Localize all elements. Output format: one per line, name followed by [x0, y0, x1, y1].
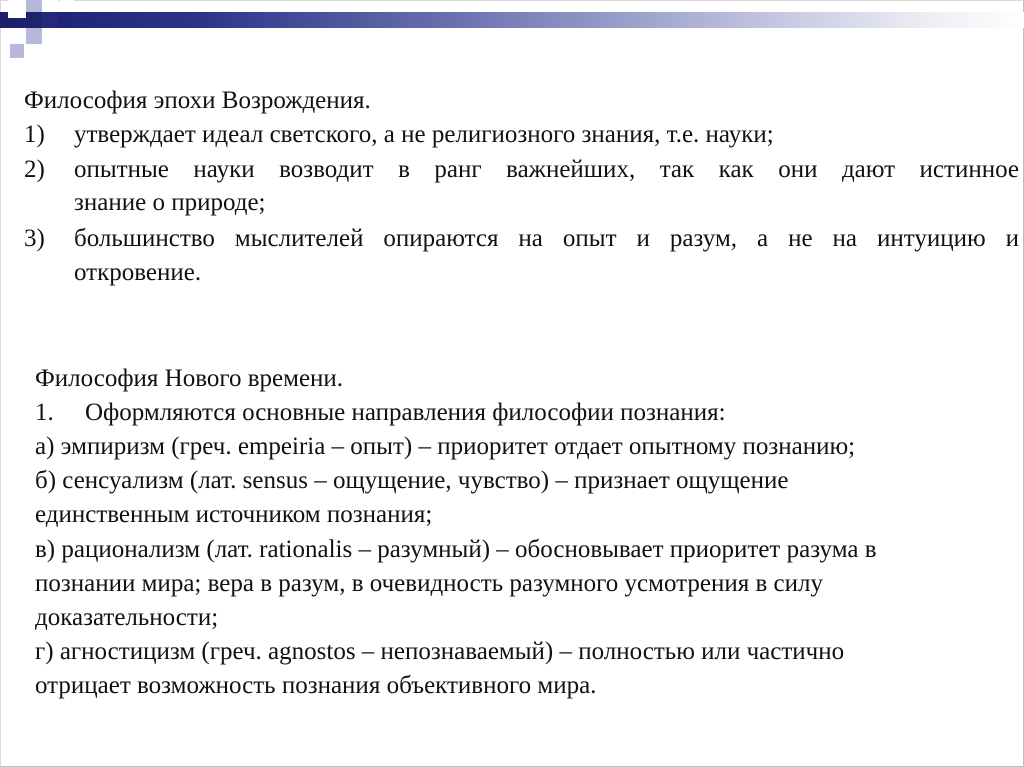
list-item-number: 1.: [35, 399, 54, 426]
paragraph-line: отрицает возможность познания объективного мира.: [35, 672, 597, 699]
header-gradient-bar: [0, 12, 1024, 28]
list-item-text: откровение.: [74, 259, 202, 286]
list-item-text: знание о природе;: [74, 189, 266, 216]
list-item-text: опытные науки возводит в ранг важнейших, так как они дают истинное: [74, 156, 1019, 183]
section1-title: Философия эпохи Возрождения.: [24, 87, 371, 114]
list-item-number: 2): [24, 156, 45, 183]
list-item-number: 1): [24, 121, 45, 148]
paragraph-line: б) сенсуализм (лат. sensus – ощущение, чувство) – признает ощущение: [35, 467, 789, 494]
list-item-number: 3): [24, 225, 45, 252]
list-item-text: утверждает идеал светского, а не религиозного знания, т.е. науки;: [74, 121, 774, 148]
section2-title: Философия Нового времени.: [35, 365, 344, 392]
paragraph-line: единственным источником познания;: [35, 501, 433, 528]
paragraph-line: познании мира; вера в разум, в очевидность разумного усмотрения в силу: [35, 570, 823, 597]
paragraph-line: доказательности;: [35, 604, 219, 631]
list-item-text: большинство мыслителей опираются на опыт и разум, а не на интуицию и: [74, 225, 1019, 252]
list-item-text: Оформляются основные направления философии познания:: [85, 399, 726, 426]
paragraph-line: а) эмпиризм (греч. empeiria – опыт) – приоритет отдает опытному познанию;: [35, 433, 856, 460]
paragraph-line: г) агностицизм (греч. agnostos – непознаваемый) – полностью или частично: [35, 638, 845, 665]
paragraph-line: в) рационализм (лат. rationalis – разумный) – обосновывает приоритет разума в: [35, 536, 877, 563]
